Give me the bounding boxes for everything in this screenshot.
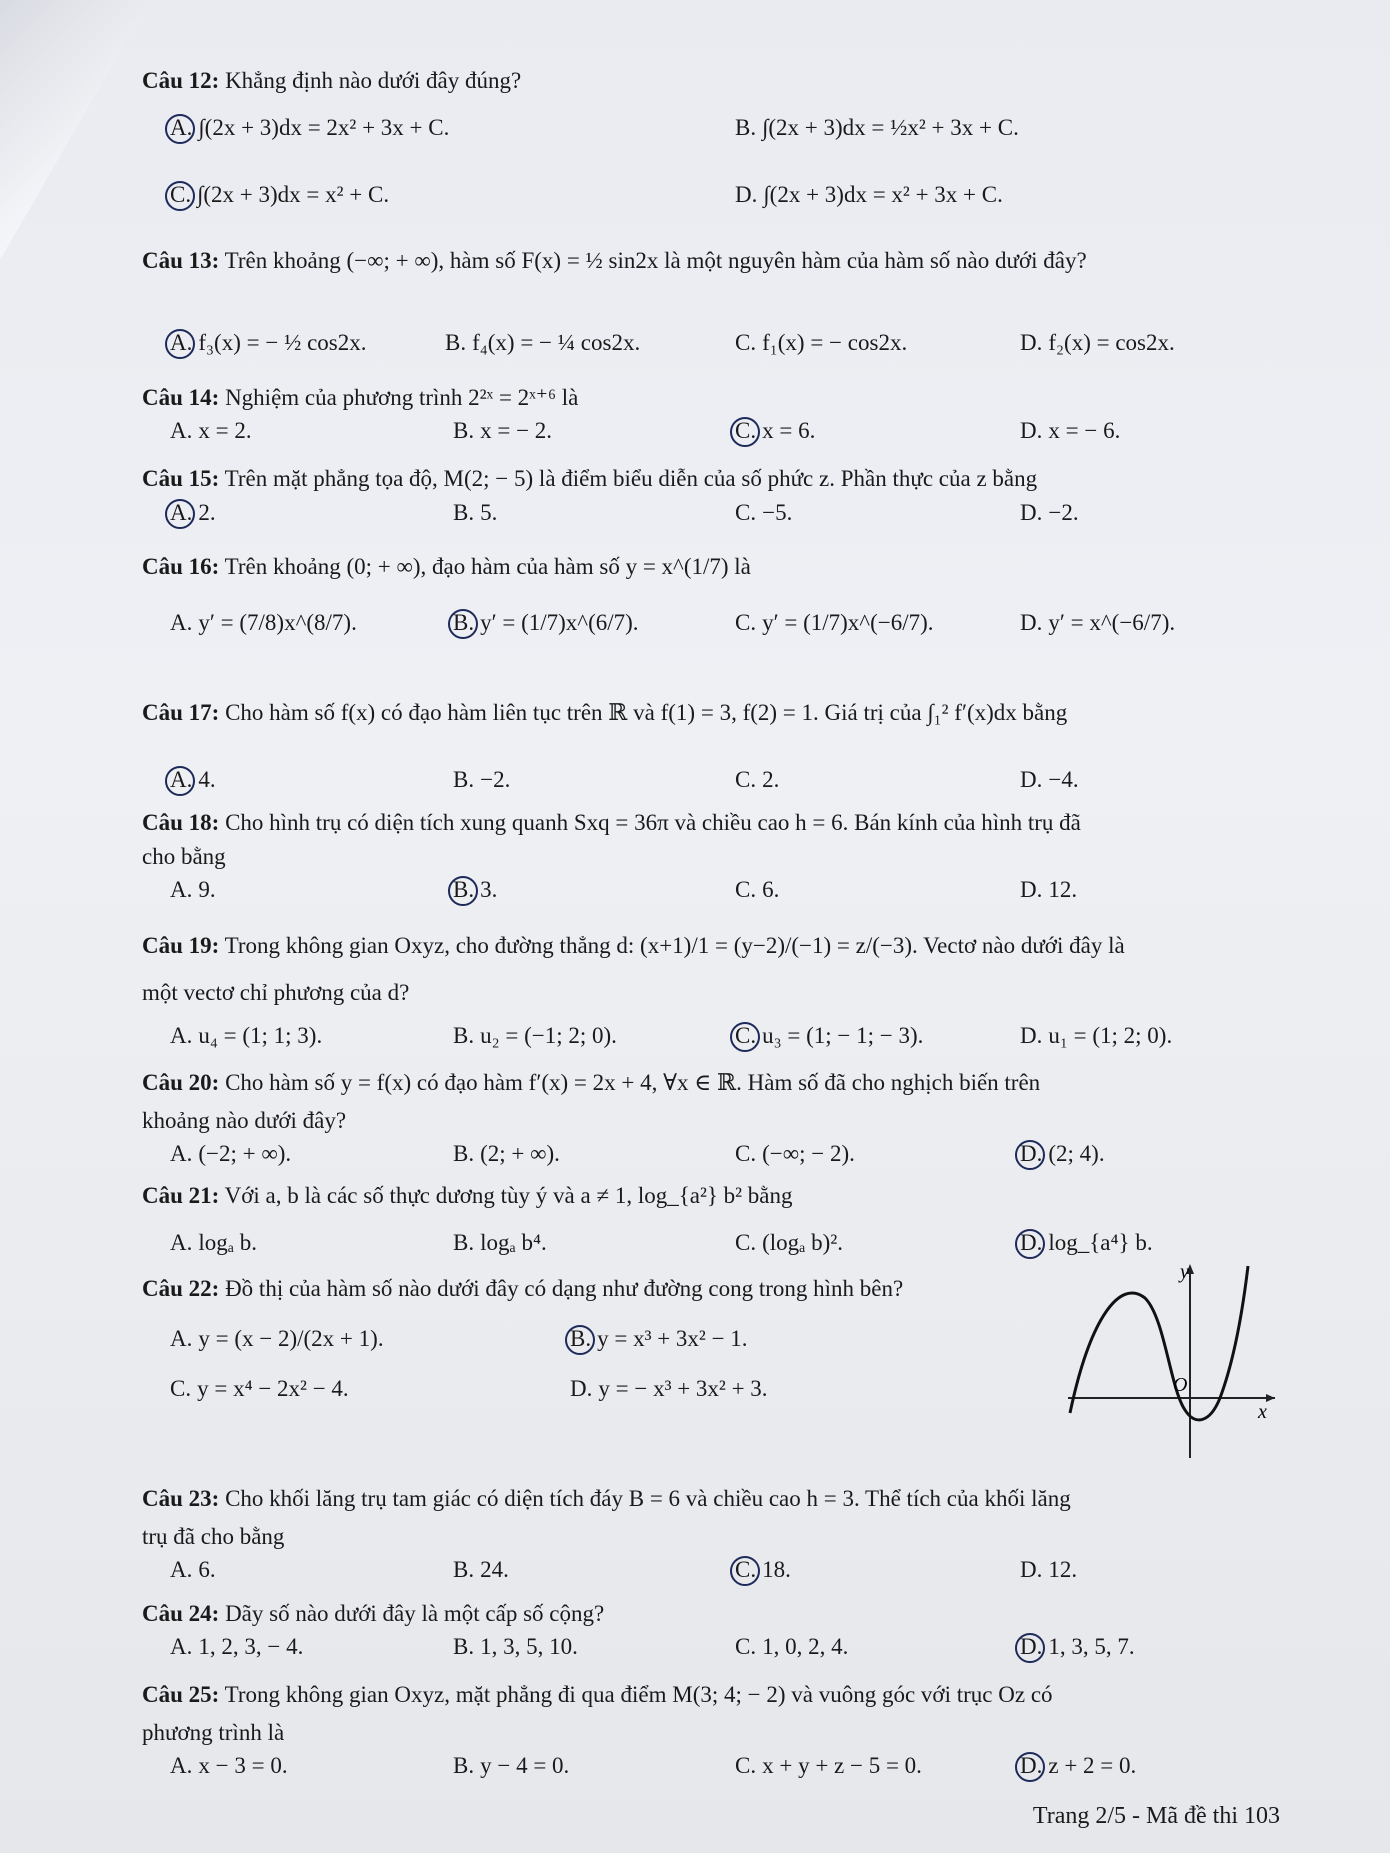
- q18-text: Cho hình trụ có diện tích xung quanh Sxq = 36π và chiều cao h = 6. Bán kính của hình trụ đã: [219, 810, 1081, 835]
- option-text: y′ = (1/7)x^(−6/7).: [762, 610, 934, 635]
- option-letter: C.: [735, 877, 757, 902]
- option-text: 6.: [762, 877, 780, 902]
- origin-label: O: [1173, 1374, 1188, 1396]
- option-text: f₃(x) = − ½ cos2x.: [198, 330, 367, 355]
- answer-circle-mark: [730, 1022, 760, 1052]
- q23-number: Câu 23:: [142, 1486, 220, 1511]
- q16-number: Câu 16:: [142, 554, 220, 579]
- q25-option-a: [170, 1753, 288, 1779]
- option-text: 5.: [480, 500, 498, 525]
- q12-option-c: [170, 182, 389, 208]
- option-text: u₂ = (−1; 2; 0).: [480, 1023, 617, 1048]
- option-text: logₐ b⁴.: [480, 1230, 547, 1255]
- option-text: (2; + ∞).: [480, 1141, 560, 1166]
- q18-stem: [142, 810, 1081, 836]
- q23-option-d: [1020, 1557, 1077, 1583]
- option-letter: B.: [453, 1230, 475, 1255]
- q18-option-d: [1020, 877, 1077, 903]
- q17-option-c: [735, 767, 779, 793]
- option-text: 9.: [198, 877, 216, 902]
- option-text: x = 2.: [198, 418, 252, 443]
- option-letter: B.: [453, 418, 475, 443]
- option-letter: A.: [170, 1634, 193, 1659]
- option-text: f₁(x) = − cos2x.: [762, 330, 908, 355]
- q24-option-b: [453, 1634, 578, 1660]
- q14-number: Câu 14:: [142, 385, 220, 410]
- option-letter: A.: [170, 1141, 193, 1166]
- q20-text-continued: khoảng nào dưới đây?: [142, 1108, 347, 1133]
- q16-text: Trên khoảng (0; + ∞), đạo hàm của hàm số y = x^(1/7) là: [219, 554, 751, 579]
- q18-option-a: [170, 877, 216, 903]
- q22-option-d: [570, 1376, 768, 1402]
- option-letter: A.: [170, 115, 193, 140]
- option-letter: B.: [453, 767, 475, 792]
- option-text: 3.: [480, 877, 498, 902]
- q14-option-d: [1020, 418, 1120, 444]
- q24-text: Dãy số nào dưới đây là một cấp số cộng?: [219, 1601, 605, 1626]
- option-letter: D.: [1020, 1230, 1043, 1255]
- q19-number: Câu 19:: [142, 933, 220, 958]
- option-letter: B.: [445, 330, 467, 355]
- answer-circle-mark: [165, 499, 195, 529]
- q20-option-a: [170, 1141, 291, 1167]
- option-text: 18.: [762, 1557, 791, 1582]
- option-text: f₄(x) = − ¼ cos2x.: [472, 330, 641, 355]
- q14-stem: [142, 385, 578, 411]
- option-text: (logₐ b)².: [762, 1230, 843, 1255]
- q21-stem: [142, 1183, 793, 1209]
- option-letter: A.: [170, 767, 193, 792]
- answer-circle-mark: [565, 1325, 595, 1355]
- q23-stem: [142, 1486, 1071, 1512]
- q19-option-d: [1020, 1023, 1172, 1049]
- option-text: 1, 3, 5, 10.: [480, 1634, 578, 1659]
- option-letter: C.: [735, 500, 757, 525]
- option-letter: D.: [1020, 1557, 1043, 1582]
- option-letter: A.: [170, 500, 193, 525]
- answer-circle-mark: [165, 329, 195, 359]
- option-letter: C.: [735, 1634, 757, 1659]
- q15-option-d: [1020, 500, 1079, 526]
- q15-number: Câu 15:: [142, 466, 220, 491]
- option-letter: C.: [735, 1230, 757, 1255]
- q13-option-a: [170, 330, 366, 356]
- q15-text: Trên mặt phẳng tọa độ, M(2; − 5) là điểm biểu diễn của số phức z. Phần thực của z bằng: [219, 466, 1038, 491]
- q16-option-b: [453, 610, 639, 636]
- q12-text: Khẳng định nào dưới đây đúng?: [219, 68, 522, 93]
- option-text: 1, 3, 5, 7.: [1048, 1634, 1135, 1659]
- option-letter: D.: [1020, 1634, 1043, 1659]
- q15-stem: [142, 466, 1037, 492]
- q12-option-a: [170, 115, 449, 141]
- option-letter: C.: [735, 418, 757, 443]
- option-letter: C.: [735, 1023, 757, 1048]
- option-letter: D.: [1020, 1141, 1043, 1166]
- option-text: u₄ = (1; 1; 3).: [198, 1023, 323, 1048]
- q20-number: Câu 20:: [142, 1070, 220, 1095]
- q23-text: Cho khối lăng trụ tam giác có diện tích đáy B = 6 và chiều cao h = 3. Thể tích của khối lăng: [219, 1486, 1071, 1511]
- option-letter: D.: [1020, 500, 1043, 525]
- option-letter: D.: [1020, 1753, 1043, 1778]
- option-text: −4.: [1048, 767, 1079, 792]
- option-text: y′ = x^(−6/7).: [1048, 610, 1176, 635]
- curve: [1070, 1266, 1248, 1420]
- option-text: ∫(2x + 3)dx = x² + 3x + C.: [763, 182, 1003, 207]
- q16-option-c: [735, 610, 934, 636]
- option-letter: D.: [1020, 610, 1043, 635]
- x-label: x: [1258, 1401, 1267, 1423]
- answer-circle-mark: [1015, 1140, 1045, 1170]
- option-letter: D.: [1020, 1023, 1043, 1048]
- option-letter: D.: [1020, 767, 1043, 792]
- answer-circle-mark: [1015, 1752, 1045, 1782]
- q22-text: Đồ thị của hàm số nào dưới đây có dạng như đường cong trong hình bên?: [219, 1276, 904, 1301]
- option-text: 12.: [1048, 877, 1078, 902]
- answer-circle-mark: [165, 114, 195, 144]
- option-text: y = x⁴ − 2x² − 4.: [197, 1376, 349, 1401]
- option-text: x − 3 = 0.: [198, 1753, 288, 1778]
- q14-text: Nghiệm của phương trình 2²ˣ = 2ˣ⁺⁶ là: [219, 385, 579, 410]
- option-text: 6.: [198, 1557, 216, 1582]
- option-text: (−∞; − 2).: [762, 1141, 855, 1166]
- q18-option-c: [735, 877, 779, 903]
- q24-option-c: [735, 1634, 848, 1660]
- q21-number: Câu 21:: [142, 1183, 220, 1208]
- q25-stem: [142, 1682, 1053, 1708]
- option-text: 2.: [762, 767, 780, 792]
- q21-text: Với a, b là các số thực dương tùy ý và a ≠ 1, log_{a²} b² bằng: [219, 1183, 793, 1208]
- q25-text-continued: phương trình là: [142, 1720, 285, 1745]
- option-text: x + y + z − 5 = 0.: [762, 1753, 922, 1778]
- q25-number: Câu 25:: [142, 1682, 220, 1707]
- q12-number: Câu 12:: [142, 68, 220, 93]
- answer-circle-mark: [1015, 1633, 1045, 1663]
- q22-option-b: [570, 1326, 748, 1352]
- q12-stem: [142, 68, 521, 94]
- option-letter: C.: [170, 182, 192, 207]
- x-axis-arrow: [1266, 1394, 1275, 1402]
- q20-stem: [142, 1070, 1040, 1096]
- option-text: −2.: [1048, 500, 1079, 525]
- option-text: x = − 6.: [1048, 418, 1121, 443]
- q13-option-b: [445, 330, 640, 356]
- option-text: logₐ b.: [198, 1230, 258, 1255]
- option-letter: A.: [170, 877, 193, 902]
- option-text: u₃ = (1; − 1; − 3).: [762, 1023, 924, 1048]
- q16-option-d: [1020, 610, 1175, 636]
- option-text: z + 2 = 0.: [1048, 1753, 1137, 1778]
- option-text: y = − x³ + 3x² + 3.: [598, 1376, 768, 1401]
- q19-option-b: [453, 1023, 617, 1049]
- option-letter: D.: [1020, 418, 1043, 443]
- option-text: log_{a⁴} b.: [1048, 1230, 1153, 1255]
- q19-stem: [142, 933, 1125, 959]
- option-text: f₂(x) = cos2x.: [1048, 330, 1175, 355]
- answer-circle-mark: [165, 766, 195, 796]
- option-letter: A.: [170, 1753, 193, 1778]
- option-text: y = x³ + 3x² − 1.: [597, 1326, 748, 1351]
- q18-number: Câu 18:: [142, 810, 220, 835]
- q22-number: Câu 22:: [142, 1276, 220, 1301]
- q19-text-continued: một vectơ chỉ phương của d?: [142, 980, 410, 1005]
- option-letter: D.: [1020, 330, 1043, 355]
- option-letter: D.: [570, 1376, 593, 1401]
- q15-option-b: [453, 500, 497, 526]
- q13-option-d: [1020, 330, 1175, 356]
- option-letter: B.: [453, 500, 475, 525]
- option-letter: C.: [735, 767, 757, 792]
- q20-option-c: [735, 1141, 855, 1167]
- q16-stem: [142, 554, 751, 580]
- q19-text: Trong không gian Oxyz, cho đường thẳng d: (x+1)/1 = (y−2)/(−1) = z/(−3). Vectơ nào dưới đây là: [219, 933, 1125, 958]
- q12-option-d: [735, 182, 1003, 208]
- q17-option-b: [453, 767, 510, 793]
- option-letter: A.: [170, 1326, 193, 1351]
- option-text: 1, 0, 2, 4.: [762, 1634, 849, 1659]
- page-footer: Trang 2/5 - Mã đề thi 103: [1032, 1803, 1280, 1829]
- option-letter: B.: [453, 610, 475, 635]
- q21-option-b: [453, 1230, 547, 1256]
- option-letter: B.: [453, 1634, 475, 1659]
- option-text: 2.: [198, 500, 216, 525]
- option-letter: C.: [170, 1376, 192, 1401]
- q22-option-c: [170, 1376, 349, 1402]
- option-letter: C.: [735, 1557, 757, 1582]
- option-letter: B.: [735, 115, 757, 140]
- option-text: −5.: [762, 500, 793, 525]
- option-letter: A.: [170, 330, 193, 355]
- q19-option-c: [735, 1023, 923, 1049]
- option-letter: A.: [170, 1230, 193, 1255]
- option-text: 4.: [198, 767, 216, 792]
- q24-option-a: [170, 1634, 303, 1660]
- y-label: y: [1180, 1261, 1189, 1283]
- q12-option-b: [735, 115, 1019, 141]
- answer-circle-mark: [1015, 1229, 1045, 1259]
- option-text: ∫(2x + 3)dx = 2x² + 3x + C.: [198, 115, 450, 140]
- q19-option-a: [170, 1023, 322, 1049]
- option-letter: C.: [735, 1141, 757, 1166]
- q14-option-b: [453, 418, 552, 444]
- option-letter: B.: [453, 1753, 475, 1778]
- q22-stem: [142, 1276, 903, 1302]
- option-text: x = − 2.: [480, 418, 553, 443]
- option-text: ∫(2x + 3)dx = x² + C.: [197, 182, 390, 207]
- q17-text: Cho hàm số f(x) có đạo hàm liên tục trên ℝ và f(1) = 3, f(2) = 1. Giá trị của ∫₁² f′(x)dx bằng: [219, 700, 1068, 725]
- q13-option-c: [735, 330, 907, 356]
- option-text: u₁ = (1; 2; 0).: [1048, 1023, 1173, 1048]
- option-text: 1, 2, 3, − 4.: [198, 1634, 304, 1659]
- answer-circle-mark: [730, 1556, 760, 1586]
- option-letter: A.: [170, 1557, 193, 1582]
- q14-option-a: [170, 418, 252, 444]
- option-letter: C.: [735, 330, 757, 355]
- answer-circle-mark: [448, 876, 478, 906]
- option-text: y = (x − 2)/(2x + 1).: [198, 1326, 384, 1351]
- q17-stem: [142, 700, 1067, 726]
- option-letter: C.: [735, 1753, 757, 1778]
- option-letter: B.: [570, 1326, 592, 1351]
- q20-text: Cho hàm số y = f(x) có đạo hàm f′(x) = 2x + 4, ∀x ∈ ℝ. Hàm số đã cho nghịch biến trên: [219, 1070, 1041, 1095]
- option-letter: D.: [735, 182, 758, 207]
- q24-stem: [142, 1601, 604, 1627]
- option-text: (−2; + ∞).: [198, 1141, 292, 1166]
- q13-number: Câu 13:: [142, 248, 220, 273]
- q17-option-d: [1020, 767, 1079, 793]
- option-letter: C.: [735, 610, 757, 635]
- option-text: x = 6.: [762, 418, 816, 443]
- option-letter: D.: [1020, 877, 1043, 902]
- q24-number: Câu 24:: [142, 1601, 220, 1626]
- q21-option-a: [170, 1230, 257, 1256]
- option-letter: A.: [170, 1023, 193, 1048]
- option-text: y′ = (7/8)x^(8/7).: [198, 610, 357, 635]
- q25-option-c: [735, 1753, 922, 1779]
- q13-text: Trên khoảng (−∞; + ∞), hàm số F(x) = ½ sin2x là một nguyên hàm của hàm số nào dưới đây?: [219, 248, 1087, 273]
- cubic-graph-figure: [1060, 1258, 1290, 1468]
- answer-circle-mark: [730, 417, 760, 447]
- q21-option-c: [735, 1230, 843, 1256]
- q16-option-a: [170, 610, 357, 636]
- q23-option-b: [453, 1557, 509, 1583]
- option-text: (2; 4).: [1048, 1141, 1105, 1166]
- q22-option-a: [170, 1326, 384, 1352]
- answer-circle-mark: [165, 181, 195, 211]
- q23-option-a: [170, 1557, 216, 1583]
- q15-option-c: [735, 500, 792, 526]
- option-text: 12.: [1048, 1557, 1078, 1582]
- q20-option-b: [453, 1141, 560, 1167]
- q25-text: Trong không gian Oxyz, mặt phẳng đi qua điểm M(3; 4; − 2) và vuông góc với trục Oz có: [219, 1682, 1053, 1707]
- option-letter: A.: [170, 610, 193, 635]
- option-text: ∫(2x + 3)dx = ½x² + 3x + C.: [762, 115, 1019, 140]
- option-letter: B.: [453, 1023, 475, 1048]
- option-letter: B.: [453, 1141, 475, 1166]
- q23-text-continued: trụ đã cho bằng: [142, 1524, 285, 1549]
- q13-stem: [142, 248, 1087, 274]
- q17-number: Câu 17:: [142, 700, 220, 725]
- option-text: −2.: [480, 767, 511, 792]
- answer-circle-mark: [448, 609, 478, 639]
- option-text: 24.: [480, 1557, 509, 1582]
- option-text: y′ = (1/7)x^(6/7).: [480, 610, 639, 635]
- option-letter: B.: [453, 877, 475, 902]
- option-text: y − 4 = 0.: [480, 1753, 570, 1778]
- q25-option-b: [453, 1753, 569, 1779]
- q18-text-continued: cho bằng: [142, 844, 226, 869]
- option-letter: B.: [453, 1557, 475, 1582]
- option-letter: A.: [170, 418, 193, 443]
